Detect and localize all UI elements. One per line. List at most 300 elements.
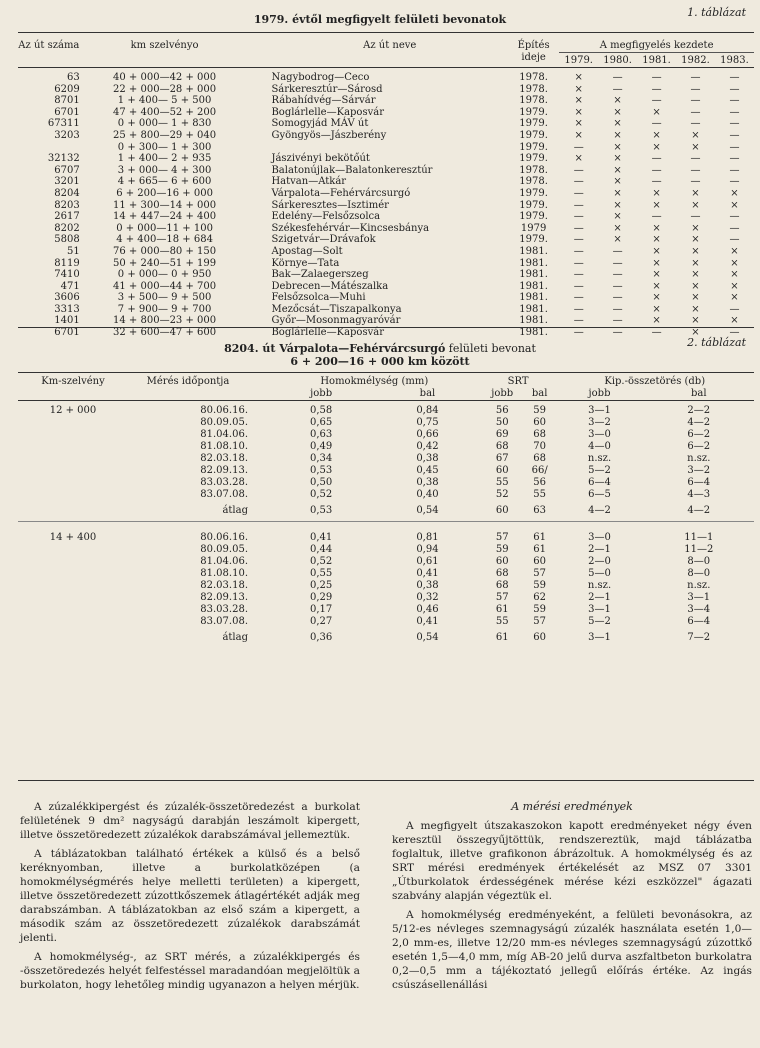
measure-date-cell: 83.03.28. (200, 604, 248, 615)
homok-jobb-cell: 0,49 (310, 441, 333, 452)
km-section-cell: 3 + 000— 4 + 300 (117, 164, 212, 176)
road-name-cell: Győr—Mosonmagyaróvár (271, 315, 401, 327)
km-section-cell: 40 + 000—42 + 000 (113, 72, 217, 83)
observation-mark-cell: × (652, 222, 661, 234)
observation-mark-cell: — (729, 234, 740, 246)
table-row (18, 176, 754, 188)
observation-mark-cell: — (573, 222, 584, 234)
table1-top-rule (18, 32, 754, 33)
observation-mark-cell: × (691, 327, 700, 339)
observation-mark-cell: × (613, 118, 622, 130)
observation-mark-cell: — (573, 303, 584, 315)
km-section-cell: 0 + 000— 0 + 950 (117, 269, 212, 281)
table-row (18, 304, 754, 316)
km-section-cell (18, 465, 128, 477)
measure-date-cell: 80.06.16. (200, 532, 248, 543)
road-name-cell: Somogyjád MÁV út (271, 118, 369, 130)
table1-header-year-col: 1982. (681, 55, 710, 66)
road-number-cell: 471 (60, 280, 80, 292)
observation-mark-cell: — (612, 83, 623, 95)
homok-bal-cell: 0,38 (416, 453, 439, 464)
km-section-cell: 14 + 400 (49, 532, 97, 543)
measure-date-cell: 82.03.18. (200, 453, 248, 464)
km-section-cell (18, 544, 128, 556)
kip-bal-cell: 8—0 (687, 556, 711, 567)
observation-mark-cell: — (651, 176, 662, 188)
road-name-cell: Boglárlelle—Kaposvár (271, 106, 384, 118)
kip-bal-cell: 6—2 (687, 441, 711, 452)
table2-header-srt-jobb: jobb (491, 388, 514, 399)
average-kip-jobb-cell: 3—1 (588, 632, 611, 643)
observation-mark-cell: × (613, 211, 622, 223)
observation-mark-cell: — (573, 176, 584, 188)
observation-mark-cell: — (729, 72, 740, 83)
homok-bal-cell: 0,41 (416, 616, 439, 627)
srt-bal-cell: 60 (533, 556, 547, 567)
kip-jobb-cell: 4—0 (588, 441, 611, 452)
km-section-cell: 6 + 200—16 + 000 (116, 187, 213, 199)
paragraph: A homokmélység eredményeként, a felületi bevonásokra, az 5/12-es névleges szemnagyságú zúzalék használata esetén 1,0—2,0 mm-es, illetve 12/20 mm-es névleges szemnagyságú zúzottkő esetén 1,5—4,0 mm, míg AB-20 jelű durva aszfaltbeton burkolatra 0,2—0,5 mm a tájékoztató jellegű előírás értéke. Az ingás csúszásellenállási (392, 909, 752, 991)
build-year-cell: 1979. (519, 187, 548, 199)
build-year-cell: 1979. (519, 153, 548, 165)
build-year-cell: 1979 (520, 222, 547, 234)
road-name-cell: Környe—Tata (271, 257, 340, 269)
km-section-cell (18, 592, 128, 604)
table1-header-year-col: 1980. (603, 55, 632, 66)
table2-header-homok-jobb: jobb (310, 388, 333, 399)
road-name-cell: Mezőcsát—Tiszapalkonya (271, 303, 402, 315)
average-kip-jobb-cell: 4—2 (588, 505, 611, 516)
km-section-cell (18, 441, 128, 453)
build-year-cell: 1981. (519, 269, 548, 281)
srt-bal-cell: 57 (533, 616, 547, 627)
road-number-cell (18, 142, 88, 154)
table-row (18, 489, 754, 501)
srt-jobb-cell: 68 (495, 580, 509, 591)
observation-mark-cell: — (573, 164, 584, 176)
observation-mark-cell: × (574, 72, 583, 83)
kip-bal-cell: 11—1 (684, 532, 714, 543)
table-row (18, 223, 754, 235)
road-name-cell: Sárkeresztes—Isztimér (271, 199, 389, 211)
road-number-cell: 5808 (54, 234, 80, 246)
observation-mark-cell: — (729, 106, 740, 118)
observation-mark-cell: × (613, 199, 622, 211)
km-section-cell: 0 + 000— 1 + 830 (117, 118, 212, 130)
observation-mark-cell: — (651, 327, 662, 339)
table1-bottom-rule (18, 327, 754, 328)
kip-jobb-cell: n.sz. (587, 453, 612, 464)
table1-header-year: Építés ideje (517, 40, 550, 63)
observation-mark-cell: — (573, 292, 584, 304)
observation-mark-cell: × (652, 129, 661, 141)
observation-mark-cell: × (730, 199, 739, 211)
observation-mark-cell: — (573, 211, 584, 223)
road-name-cell: Debrecen—Mátészalka (271, 280, 389, 292)
km-section-cell: 11 + 300—14 + 000 (113, 199, 217, 211)
observation-mark-cell: — (612, 245, 623, 257)
srt-bal-cell: 61 (533, 532, 547, 543)
srt-jobb-cell: 55 (495, 616, 509, 627)
road-name-cell: Jászivényi bekötőút (271, 153, 370, 165)
homok-jobb-cell: 0,58 (310, 405, 333, 416)
kip-jobb-cell: 6—5 (588, 489, 611, 500)
build-year-cell: 1981. (519, 315, 548, 327)
table-row (18, 153, 754, 165)
table-row (18, 429, 754, 441)
road-number-cell: 63 (66, 72, 80, 83)
km-section-cell: 14 + 447—24 + 400 (113, 211, 217, 223)
build-year-cell: 1981. (519, 257, 548, 269)
observation-mark-cell: — (612, 269, 623, 281)
observation-mark-cell: × (691, 257, 700, 269)
road-name-cell: Balatonújlak—Balatonkeresztúr (271, 164, 433, 176)
km-section-cell: 4 + 400—18 + 684 (116, 234, 213, 246)
observation-mark-cell: — (690, 164, 701, 176)
kip-jobb-cell: 2—1 (588, 592, 611, 603)
table-row (18, 142, 754, 154)
table-row (18, 465, 754, 477)
table-row (18, 281, 754, 293)
average-srt-bal-cell: 63 (533, 505, 547, 516)
observation-mark-cell: × (652, 234, 661, 246)
observation-mark-cell: × (652, 292, 661, 304)
homok-bal-cell: 0,38 (416, 580, 439, 591)
homok-jobb-cell: 0,34 (310, 453, 333, 464)
road-number-cell: 2617 (54, 211, 80, 223)
observation-mark-cell: — (729, 222, 740, 234)
km-section-cell: 1 + 400— 5 + 500 (117, 95, 212, 107)
srt-jobb-cell: 68 (495, 441, 509, 452)
observation-mark-cell: — (573, 199, 584, 211)
observation-mark-cell: × (613, 153, 622, 165)
homok-bal-cell: 0,61 (416, 556, 439, 567)
table-row (18, 604, 754, 616)
build-year-cell: 1979. (519, 129, 548, 141)
km-section-cell (18, 604, 128, 616)
srt-jobb-cell: 67 (495, 453, 509, 464)
observation-mark-cell: — (612, 280, 623, 292)
srt-bal-cell: 61 (533, 544, 547, 555)
observation-mark-cell: × (652, 303, 661, 315)
km-section-cell: 4 + 665— 6 + 600 (117, 176, 212, 188)
table-row (18, 592, 754, 604)
measure-date-cell: 81.04.06. (200, 556, 248, 567)
km-section-cell: 76 + 000—80 + 150 (113, 245, 217, 257)
observation-mark-cell: × (730, 315, 739, 327)
observation-mark-cell: × (613, 106, 622, 118)
table1-tag: 1. táblázat (687, 6, 746, 19)
km-section-cell: 7 + 900— 9 + 700 (117, 303, 212, 315)
km-section-cell: 22 + 000—28 + 000 (113, 83, 217, 95)
observation-mark-cell: — (729, 176, 740, 188)
srt-bal-cell: 70 (533, 441, 547, 452)
table-row (18, 292, 754, 304)
road-number-cell: 3606 (54, 292, 80, 304)
observation-mark-cell: — (729, 141, 740, 153)
table-row (18, 315, 754, 327)
observation-mark-cell: × (613, 222, 622, 234)
srt-jobb-cell: 68 (495, 568, 509, 579)
observation-mark-cell: × (574, 95, 583, 107)
kip-jobb-cell: 3—2 (588, 417, 611, 428)
measure-date-cell: 80.09.05. (200, 417, 248, 428)
homok-jobb-cell: 0,63 (310, 429, 333, 440)
empty-cell (18, 501, 128, 522)
observation-mark-cell: × (613, 141, 622, 153)
observation-mark-cell: — (612, 72, 623, 83)
table2-header-srt-bal: bal (531, 388, 548, 399)
average-homok-jobb-cell: 0,53 (310, 505, 333, 516)
table2-header-srt: SRT (507, 376, 529, 387)
road-name-cell: Székesfehérvár—Kincsesbánya (271, 222, 430, 234)
build-year-cell: 1978. (519, 83, 548, 95)
observation-mark-cell: — (651, 153, 662, 165)
table2-header-date: Mérés időpontja (146, 376, 230, 387)
observation-mark-cell: × (691, 141, 700, 153)
road-number-cell: 8202 (54, 222, 80, 234)
measure-date-cell: 83.03.28. (200, 477, 248, 488)
table2-header-homok-bal: bal (419, 388, 436, 399)
kip-jobb-cell: 5—0 (588, 568, 611, 579)
table2-header-kip-bal: bal (690, 388, 707, 399)
observation-mark-cell: × (730, 269, 739, 281)
build-year-cell: 1981. (519, 245, 548, 257)
table-row (18, 72, 754, 84)
observation-mark-cell: × (574, 118, 583, 130)
srt-jobb-cell: 60 (495, 465, 509, 476)
road-name-cell: Gyöngyös—Jászberény (271, 129, 387, 141)
road-number-cell: 8701 (54, 95, 80, 107)
road-name-cell: Rábahídvég—Sárvár (271, 95, 376, 107)
average-homok-jobb-cell: 0,36 (310, 632, 333, 643)
observation-mark-cell: × (691, 222, 700, 234)
road-name-cell: Boglárlelle—Kaposvár (271, 327, 384, 339)
srt-bal-cell: 59 (533, 580, 547, 591)
road-number-cell: 6701 (54, 106, 80, 118)
kip-jobb-cell: n.sz. (587, 580, 612, 591)
srt-jobb-cell: 69 (495, 429, 509, 440)
kip-jobb-cell: 3—1 (588, 405, 611, 416)
table2-title-bold: 8204. út Várpalota—Fehérvárcsurgó (224, 342, 446, 355)
homok-bal-cell: 0,45 (416, 465, 439, 476)
homok-jobb-cell: 0,53 (310, 465, 333, 476)
table-row (18, 234, 754, 246)
kip-bal-cell: 3—2 (687, 465, 711, 476)
table2-header-kip-jobb: jobb (588, 388, 611, 399)
table-row (18, 556, 754, 568)
table-row (18, 211, 754, 223)
table-row (18, 532, 754, 544)
table1-header-obs: A megfigyelés kezdete (559, 40, 754, 53)
observation-mark-cell: × (652, 199, 661, 211)
average-row (18, 501, 754, 522)
homok-jobb-cell: 0,52 (310, 489, 333, 500)
road-number-cell: 3313 (54, 303, 80, 315)
observation-mark-cell: × (691, 129, 700, 141)
road-name-cell: Felsőzsolca—Muhi (271, 292, 366, 304)
observation-mark-cell: × (691, 269, 700, 281)
paragraph: A homokmélység-, az SRT mérés, a zúzalékkipergés és -összetöredezés helyét felfestéssel maradandóan megjelöltük a burkolaton, hogy lehetőleg mindig ugyanazon a helyen mérjük. (20, 951, 360, 991)
observation-mark-cell: × (691, 187, 700, 199)
srt-jobb-cell: 52 (495, 489, 509, 500)
homok-jobb-cell: 0,50 (310, 477, 333, 488)
homok-jobb-cell: 0,41 (310, 532, 333, 543)
road-name-cell: Bak—Zalaegerszeg (271, 269, 369, 281)
kip-bal-cell: n.sz. (687, 580, 711, 591)
observation-mark-cell: × (613, 187, 622, 199)
observation-mark-cell: — (573, 234, 584, 246)
homok-jobb-cell: 0,65 (310, 417, 333, 428)
table-row (18, 580, 754, 592)
observation-mark-cell: — (729, 303, 740, 315)
observation-mark-cell: × (652, 315, 661, 327)
km-section-cell: 32 + 600—47 + 600 (113, 327, 217, 339)
paragraph: A megfigyelt útszakaszokon kapott eredményeket négy éven keresztül összegyűjtöttük, rendszereztük, majd táblázatba foglaltuk, illetve grafikonon ábrázoltuk. A homokmélység és az SRT mérési eredmények értékelését az MSZ 07 3301 „Útburkolatok érdességének mérése kézi eszközzel" ágazati szabvány alapján végeztük el. (392, 820, 752, 902)
build-year-cell: 1981. (519, 280, 548, 292)
measure-date-cell: 83.07.08. (200, 489, 248, 500)
km-section-cell (18, 580, 128, 592)
observation-mark-cell: × (730, 245, 739, 257)
observation-mark-cell: — (690, 211, 701, 223)
build-year-cell: 1978. (519, 72, 548, 83)
observation-mark-cell: — (690, 83, 701, 95)
observation-mark-cell: — (573, 269, 584, 281)
observation-mark-cell: — (690, 153, 701, 165)
observation-mark-cell: — (690, 95, 701, 107)
observation-mark-cell: × (652, 280, 661, 292)
kip-jobb-cell: 2—0 (588, 556, 611, 567)
km-section-cell (18, 417, 128, 429)
build-year-cell: 1978. (519, 176, 548, 188)
road-name-cell: Hatvan—Atkár (271, 176, 347, 188)
observation-mark-cell: — (651, 118, 662, 130)
observation-mark-cell: × (730, 280, 739, 292)
table1 (18, 40, 754, 339)
average-homok-bal-cell: 0,54 (416, 505, 439, 516)
measure-date-cell: 82.09.13. (200, 465, 248, 476)
kip-bal-cell: 11—2 (684, 544, 714, 555)
measure-date-cell: 80.06.16. (200, 405, 248, 416)
homok-jobb-cell: 0,52 (310, 556, 333, 567)
table1-header-year-col: 1981. (642, 55, 671, 66)
observation-mark-cell: — (573, 141, 584, 153)
observation-mark-cell: — (651, 211, 662, 223)
table2-header-km: Km-szelvény (41, 376, 105, 387)
table-row (18, 568, 754, 580)
km-section-cell: 14 + 800—23 + 000 (113, 315, 217, 327)
measure-date-cell: 82.09.13. (200, 592, 248, 603)
observation-mark-cell: × (652, 269, 661, 281)
srt-bal-cell: 66/ (531, 465, 548, 476)
kip-bal-cell: 3—1 (687, 592, 711, 603)
table2-tag: 2. táblázat (687, 336, 746, 349)
table-row (18, 327, 754, 339)
body-text-left (20, 800, 360, 997)
km-section-cell (18, 568, 128, 580)
observation-mark-cell: — (651, 95, 662, 107)
kip-bal-cell: 4—2 (687, 417, 711, 428)
road-name-cell: Nagybodrog—Ceco (271, 72, 370, 83)
road-number-cell: 3203 (54, 129, 80, 141)
km-section-cell: 50 + 240—51 + 199 (113, 257, 217, 269)
kip-bal-cell: n.sz. (687, 453, 711, 464)
measure-date-cell: 81.08.10. (200, 441, 248, 452)
table1-header-num: Az út száma (18, 40, 80, 51)
homok-bal-cell: 0,32 (416, 592, 439, 603)
road-number-cell: 51 (66, 245, 80, 257)
km-section-cell: 1 + 400— 2 + 935 (117, 153, 212, 165)
observation-mark-cell: — (690, 118, 701, 130)
build-year-cell: 1979. (519, 199, 548, 211)
table-row (18, 269, 754, 281)
road-number-cell: 8204 (54, 187, 80, 199)
table-row (18, 258, 754, 270)
table-row (18, 544, 754, 556)
average-srt-jobb-cell: 60 (495, 505, 509, 516)
road-number-cell: 6701 (54, 327, 80, 339)
srt-jobb-cell: 60 (495, 556, 509, 567)
observation-mark-cell: — (573, 245, 584, 257)
build-year-cell: 1979. (519, 211, 548, 223)
build-year-cell: 1981. (519, 327, 548, 339)
homok-jobb-cell: 0,17 (310, 604, 333, 615)
observation-mark-cell: × (574, 83, 583, 95)
observation-mark-cell: — (612, 257, 623, 269)
observation-mark-cell: — (729, 153, 740, 165)
srt-bal-cell: 68 (533, 453, 547, 464)
km-section-cell: 41 + 000—44 + 700 (113, 280, 217, 292)
measure-date-cell: 83.07.08. (200, 616, 248, 627)
average-row (18, 628, 754, 648)
build-year-cell: 1979. (519, 141, 548, 153)
km-section-cell (18, 556, 128, 568)
table1-header-year-col: 1979. (564, 55, 593, 66)
srt-bal-cell: 57 (533, 568, 547, 579)
homok-bal-cell: 0,66 (416, 429, 439, 440)
table2-title-rest: felületi bevonat (445, 342, 536, 355)
observation-mark-cell: — (573, 257, 584, 269)
table2-header-kip: Kip.-összetörés (db) (604, 376, 706, 387)
table1-title: 1979. évtől megfigyelt felületi bevonatok (253, 13, 507, 26)
average-srt-bal-cell: 60 (533, 632, 547, 643)
km-section-cell: 3 + 500— 9 + 500 (117, 292, 212, 304)
observation-mark-cell: × (652, 245, 661, 257)
km-section-cell (18, 616, 128, 628)
homok-bal-cell: 0,42 (416, 441, 439, 452)
table1-header-km: km szelvényo (130, 40, 199, 51)
observation-mark-cell: × (574, 153, 583, 165)
observation-mark-cell: × (652, 187, 661, 199)
table2-title-line2: 6 + 200—16 + 000 km között (290, 355, 470, 368)
srt-bal-cell: 55 (533, 489, 547, 500)
road-name-cell: Edelény—Felsőzsolca (271, 211, 381, 223)
homok-jobb-cell: 0,55 (310, 568, 333, 579)
homok-jobb-cell: 0,25 (310, 580, 333, 591)
build-year-cell: 1978. (519, 95, 548, 107)
observation-mark-cell: × (691, 315, 700, 327)
km-section-cell (18, 489, 128, 501)
homok-jobb-cell: 0,29 (310, 592, 333, 603)
observation-mark-cell: × (691, 234, 700, 246)
average-homok-bal-cell: 0,54 (416, 632, 439, 643)
observation-mark-cell: — (729, 327, 740, 339)
measure-date-cell: 80.09.05. (200, 544, 248, 555)
average-srt-jobb-cell: 61 (495, 632, 509, 643)
average-label: átlag (222, 505, 248, 516)
table-row (18, 246, 754, 258)
observation-mark-cell: × (730, 187, 739, 199)
